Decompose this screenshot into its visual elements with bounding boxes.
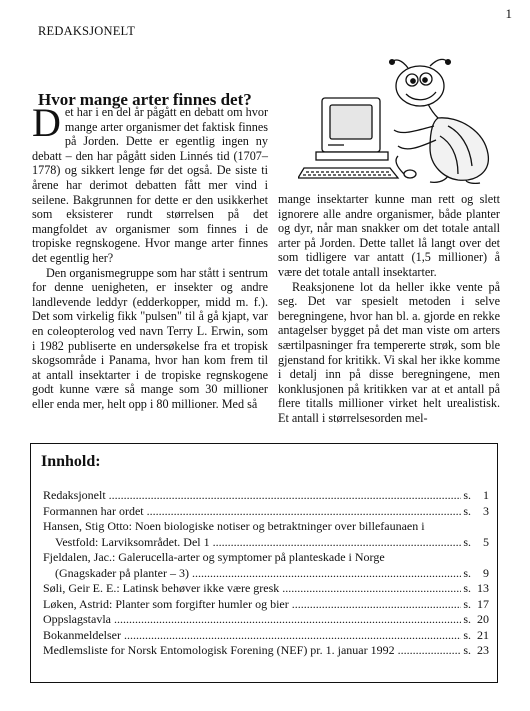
page-prefix: s. [463,488,471,502]
entry-title: Vestfold: Larviksområdet. Del 1 ..... [43,535,461,551]
page-prefix: s. [463,565,471,580]
page-prefix: s. [463,596,471,611]
entry-page: 1 [483,488,489,502]
insect-with-computer-icon [298,56,503,184]
article-left-column [32,100,268,411]
entry-page: 21 [477,627,489,642]
article-title: Hvor mange arter finnes det? [38,90,252,109]
drop-cap: D [32,100,61,145]
contents-entry[interactable] [43,488,489,504]
contents-entry[interactable] [43,643,489,659]
entry-page: 13 [477,581,489,595]
page-prefix: s. [463,503,471,518]
entry-page: 17 [477,596,489,611]
entry-title: Medlemsliste for Norsk Entomologisk Forening (NEF) pr. 1. januar 1992 ..... [43,643,461,659]
article-paragraph: mange insektarter kunne man rett og slett ignorere alle andre organismer, både planter og dyr, når man snakker om det totale antall arter på Jorden. Dette tallet lå langt over det som tidligere var antatt (1,5 millioner) å være det totale antall insektarter. [278,192,500,279]
article-paragraph: Den organismegruppe som har stått i sentrum for denne uenigheten, er insekter og andre landlevende leddyr (edderkopper, midd m. f.). Det som virkelig fikk "pulsen" til å gå kjapt, var en coleopterolog ved navn Terry L. Erwin, som i 1982 publiserte en undersøkelse fra et tropisk skogsområde i Panama, hvor han kom frem til at antall insektarter i de tropiske regnskogene godt kunne være så mange som 30 millioner eller enda mer, helt opp i 80 millioner. Med så [32,265,268,411]
contents-entry[interactable] [43,504,489,520]
entry-title: Søli, Geir E. E.: Latinsk behøver ikke være gresk ..... [43,581,461,597]
contents-entry[interactable] [43,535,489,551]
page-prefix: s. [463,534,471,549]
contents-entry[interactable] [43,597,489,613]
page-prefix: s. [463,643,471,657]
contents-list [43,488,489,659]
entry-title-first-line: Fjeldalen, Jac.: Galerucella-arter og symptomer på planteskade i Norge [43,550,385,564]
entry-page: 9 [483,565,489,580]
contents-entry[interactable] [43,628,489,644]
contents-entry[interactable] [43,612,489,628]
paragraph-text: et har i en del år pågått en debatt om hvor mange arter organismer det faktisk finnes på Jorden. Dette er egentlig ingen ny debatt – den har pågått siden Linnés tid (1707–1778) og sikkert lenge før det også. De siste ti årene har derimot debatten fått mer vind i seilene. Bakgrunnen for dette er den usikkerhet som eksisterer rundt størrelsen på det mangfoldet av organismer som finnes i de tropiske regnskogene. Hvor mange arter finnes det egentlig her? [32,105,268,265]
entry-page: 5 [483,534,489,549]
article-paragraph [32,100,268,266]
entry-title: Oppslagstavla ..... [43,612,461,628]
page-prefix: s. [463,627,471,642]
contents-heading: Innhold: [41,453,101,470]
article-right-column [278,192,500,426]
entry-title: Bokanmeldelser ..... [43,628,461,644]
page-number: 1 [505,6,512,21]
entry-page: 20 [477,612,489,626]
section-label: REDAKSJONELT [38,24,136,38]
entry-page: 3 [483,503,489,518]
entry-title: Løken, Astrid: Planter som forgifter humler og bier ..... [43,597,461,613]
entry-title: (Gnagskader på planter – 3) ..... [43,566,461,582]
contents-entry[interactable] [43,566,489,582]
entry-page: 23 [477,643,489,657]
entry-title: Formannen har ordet ..... [43,504,461,520]
page-prefix: s. [463,581,471,595]
table-of-contents [30,443,498,683]
entry-title: Redaksjonelt ..... [43,488,461,504]
page-prefix: s. [463,612,471,626]
contents-entry[interactable] [43,581,489,597]
entry-title-first-line: Hansen, Stig Otto: Noen biologiske notiser og betraktninger over billefaunaen i [43,519,425,533]
article-paragraph: Reaksjonene lot da heller ikke vente på seg. Det var spesielt metoden i selve beregningene, hvor han bl. a. gjorde en rekke antagelser bygget på det man viste om arters særtilpasninger fra tempererte strøk, som ble gjenstand for kritikk. Vi skal her ikke komme i detalj inn på disse beregningene, men konklusjonen på kritikken var at et antall på flere titalls millioner virket helt urealistisk. Et antall i størrelsesorden mel- [278,279,500,425]
